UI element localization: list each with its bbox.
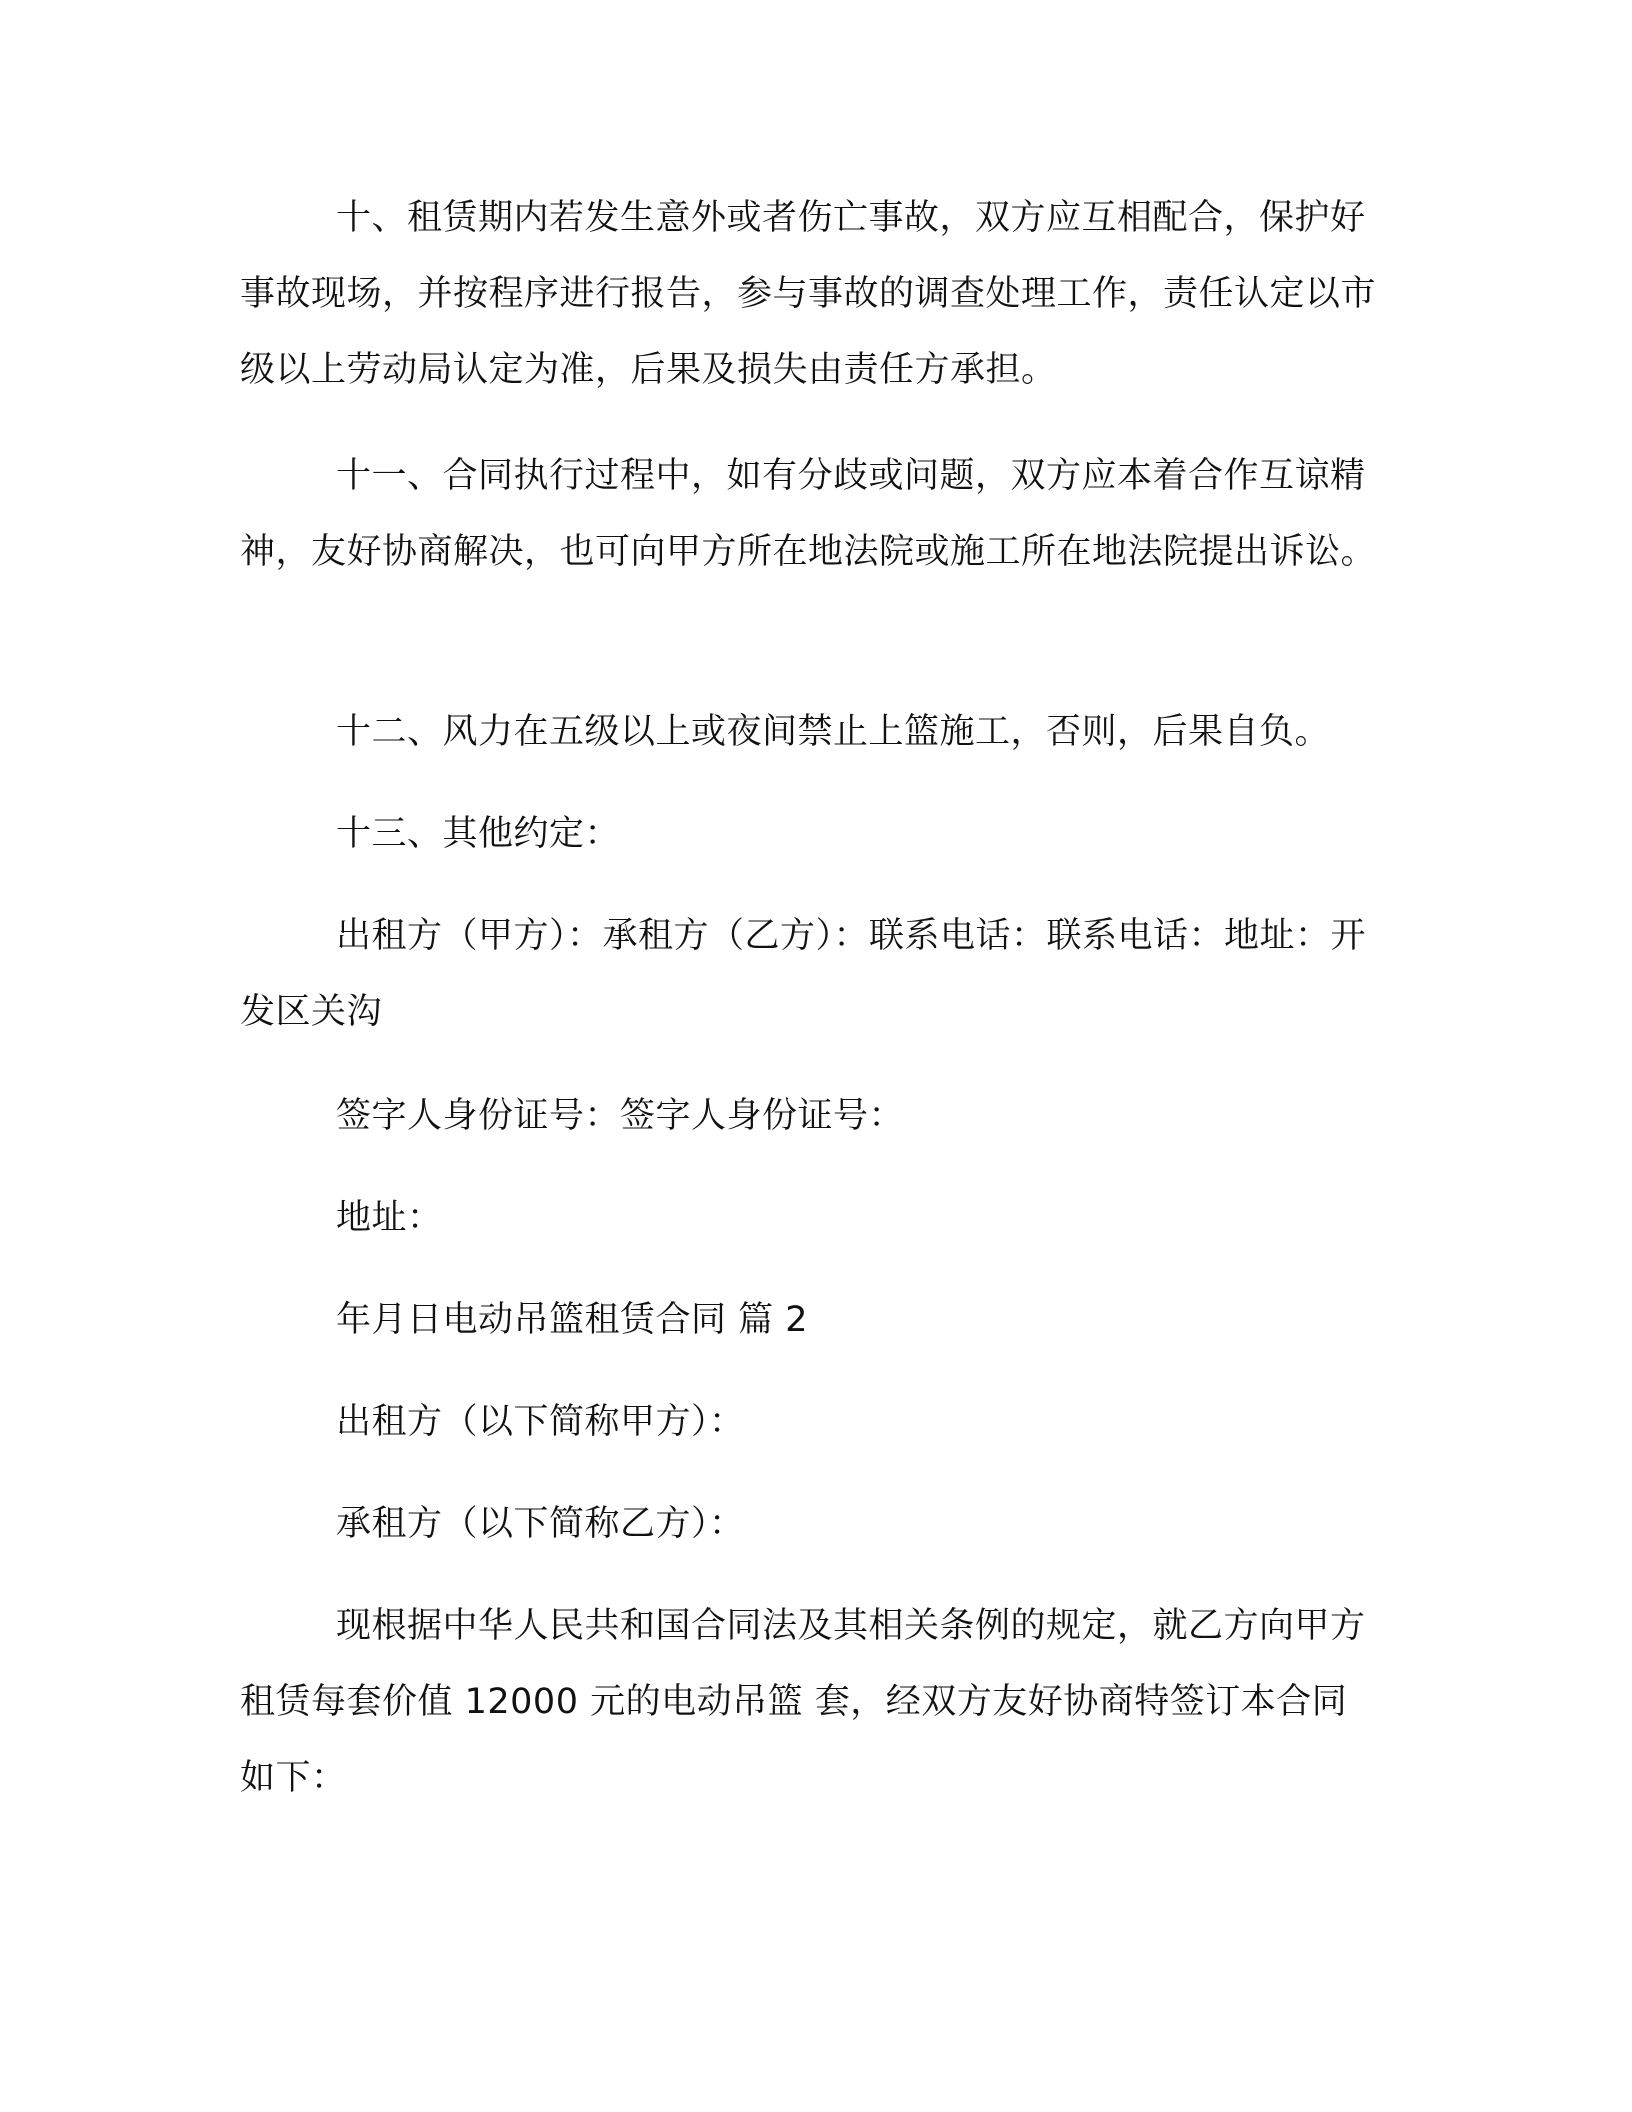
clause-10-paragraph: 十、租赁期内若发生意外或者伤亡事故，双方应互相配合，保护好事故现场，并按程序进行报告，参与事故的调查处理工作，责任认定以市级以上劳动局认定为准，后果及损失由责任方承担。: [240, 198, 1377, 390]
clause-13-paragraph: 十三、其他约定：: [336, 814, 621, 854]
lessor-paragraph: 出租方（以下简称甲方）：: [336, 1402, 745, 1442]
address-paragraph: 地址：: [336, 1198, 443, 1238]
clause-11-paragraph: 十一、合同执行过程中，如有分歧或问题，双方应本着合作互谅精神，友好协商解决，也可向甲方所在地法院或施工所在地法院提出诉讼。: [240, 456, 1377, 572]
signatory-id-paragraph: 签字人身份证号：签字人身份证号：: [336, 1096, 905, 1136]
section-heading: 年月日电动吊篮租赁合同 篇 2: [336, 1300, 809, 1340]
lessee-paragraph: 承租方（以下简称乙方）：: [336, 1504, 745, 1544]
clause-12-paragraph: 十二、风力在五级以上或夜间禁止上篮施工，否则，后果自负。: [336, 712, 1331, 752]
signature-parties-paragraph: 出租方（甲方）：承租方（乙方）：联系电话：联系电话：地址：开发区关沟: [240, 916, 1367, 1032]
preamble-paragraph: 现根据中华人民共和国合同法及其相关条例的规定，就乙方向甲方租赁每套价值 12000 元的电动吊篮 套，经双方友好协商特签订本合同如下：: [240, 1606, 1366, 1798]
